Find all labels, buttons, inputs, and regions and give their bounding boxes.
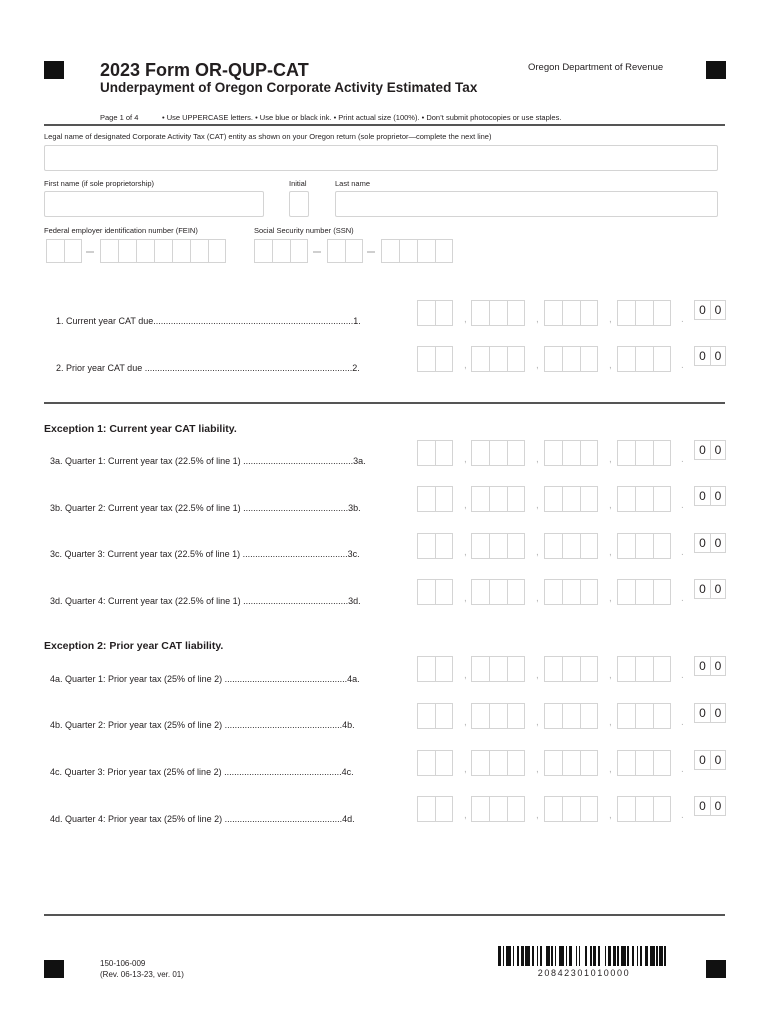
thousands-separator: , [609,454,612,465]
decimal-point: . [681,454,684,465]
thousands-separator: , [464,670,467,681]
thousands-separator: , [609,593,612,604]
line-3b-label: 3b. Quarter 2: Current year tax (22.5% of line 1) ..........................................3b. [50,503,361,513]
cents-field: 0 0 [694,440,726,460]
line-4a-amount[interactable] [417,656,725,682]
registration-mark-bottom-left [44,960,64,978]
form-instructions: • Use UPPERCASE letters. • Use blue or black ink. • Print actual size (100%). • Don’t submit photocopies or use staples. [162,113,562,122]
decimal-point: . [681,670,684,681]
line-2-label: 2. Prior year CAT due ...................................................................................2. [56,363,360,373]
amount-digit-group[interactable] [471,656,525,682]
amount-digit-group[interactable] [617,533,671,559]
amount-digit-group[interactable] [471,750,525,776]
line-3a-amount[interactable] [417,440,725,466]
line-4b-label: 4b. Quarter 2: Prior year tax (25% of line 2) ...............................................4b. [50,720,355,730]
amount-digit-group[interactable] [617,796,671,822]
thousands-separator: , [609,810,612,821]
barcode [498,946,670,966]
amount-digit-group[interactable] [471,796,525,822]
decimal-point: . [681,500,684,511]
thousands-separator: , [609,670,612,681]
thousands-separator: , [536,764,539,775]
cents-field: 0 0 [694,703,726,723]
amount-digit-group[interactable] [617,300,671,326]
cents-field: 0 0 [694,796,726,816]
amount-digit-group[interactable] [617,750,671,776]
line-3d-label: 3d. Quarter 4: Current year tax (22.5% of line 1) ..........................................3d. [50,596,361,606]
amount-digit-group[interactable] [544,486,598,512]
thousands-separator: , [536,547,539,558]
thousands-separator: , [464,810,467,821]
last-name-label: Last name [335,179,371,188]
thousands-separator: , [536,314,539,325]
amount-digit-group[interactable] [417,346,453,372]
thousands-separator: , [464,314,467,325]
form-revision: (Rev. 06-13-23, ver. 01) [100,970,184,979]
amount-digit-group[interactable] [417,750,453,776]
amount-digit-group[interactable] [417,796,453,822]
amount-digit-group[interactable] [544,750,598,776]
thousands-separator: , [609,717,612,728]
amount-digit-group[interactable] [417,579,453,605]
ssn-field-serial[interactable] [381,239,453,263]
line-3a-label: 3a. Quarter 1: Current year tax (22.5% of line 1) ............................................3a. [50,456,366,466]
exception-1-heading: Exception 1: Current year CAT liability. [44,423,237,435]
initial-label: Initial [289,179,307,188]
initial-field[interactable] [289,191,309,217]
thousands-separator: , [464,360,467,371]
amount-digit-group[interactable] [544,533,598,559]
ssn-field-group[interactable] [327,239,363,263]
line-4d-label: 4d. Quarter 4: Prior year tax (25% of line 2) ...............................................4d. [50,814,355,824]
thousands-separator: , [609,314,612,325]
decimal-point: . [681,717,684,728]
cents-field: 0 0 [694,579,726,599]
thousands-separator: , [536,810,539,821]
fein-label: Federal employer identification number (FEIN) [44,226,198,235]
thousands-separator: , [464,764,467,775]
cents-field: 0 0 [694,533,726,553]
thousands-separator: , [536,360,539,371]
line-3d-amount[interactable] [417,579,725,605]
amount-digit-group[interactable] [617,579,671,605]
amount-digit-group[interactable] [471,703,525,729]
thousands-separator: , [464,717,467,728]
decimal-point: . [681,547,684,558]
thousands-separator: , [609,764,612,775]
line-4a-label: 4a. Quarter 1: Prior year tax (25% of line 2) .................................................4a. [50,674,360,684]
line-4d-amount[interactable] [417,796,725,822]
amount-digit-group[interactable] [544,579,598,605]
amount-digit-group[interactable] [544,300,598,326]
barcode-number: 20842301010000 [537,968,631,978]
line-1-amount[interactable] [417,300,725,326]
page-number: Page 1 of 4 [100,113,139,122]
fein-dash [86,251,94,253]
section-divider-1 [44,402,725,404]
decimal-point: . [681,810,684,821]
first-name-field[interactable] [44,191,264,217]
amount-digit-group[interactable] [617,703,671,729]
thousands-separator: , [464,500,467,511]
thousands-separator: , [536,717,539,728]
registration-mark-top-right [706,61,726,79]
thousands-separator: , [609,360,612,371]
amount-digit-group[interactable] [544,656,598,682]
cents-field: 0 0 [694,346,726,366]
header-divider [44,124,725,126]
cents-field: 0 0 [694,750,726,770]
amount-digit-group[interactable] [471,440,525,466]
exception-2-heading: Exception 2: Prior year CAT liability. [44,640,224,652]
footer-divider [44,914,725,916]
thousands-separator: , [464,454,467,465]
thousands-separator: , [536,670,539,681]
thousands-separator: , [536,454,539,465]
amount-digit-group[interactable] [471,486,525,512]
ssn-field-area[interactable] [254,239,308,263]
amount-digit-group[interactable] [617,346,671,372]
agency-name: Oregon Department of Revenue [528,62,664,73]
first-name-label: First name (if sole proprietorship) [44,179,155,188]
registration-mark-bottom-right [706,960,726,978]
decimal-point: . [681,593,684,604]
line-3b-amount[interactable] [417,486,725,512]
line-4c-label: 4c. Quarter 3: Prior year tax (25% of line 2) ...............................................4c. [50,767,354,777]
thousands-separator: , [536,500,539,511]
amount-digit-group[interactable] [417,703,453,729]
form-number: 150-106-009 [100,959,146,968]
registration-mark-top-left [44,61,64,79]
cents-field: 0 0 [694,656,726,676]
fein-field-suffix[interactable] [100,239,226,263]
line-4c-amount[interactable] [417,750,725,776]
amount-digit-group[interactable] [471,346,525,372]
amount-digit-group[interactable] [471,579,525,605]
last-name-field[interactable] [335,191,718,217]
ssn-label: Social Security number (SSN) [254,226,354,235]
form-subtitle: Underpayment of Oregon Corporate Activity Estimated Tax [100,80,478,95]
amount-digit-group[interactable] [471,533,525,559]
ssn-dash-2 [367,251,375,253]
ssn-dash-1 [313,251,321,253]
amount-digit-group[interactable] [471,300,525,326]
line-1-label: 1. Current year CAT due................................................................................1. [56,316,361,326]
decimal-point: . [681,314,684,325]
cents-field: 0 0 [694,300,726,320]
amount-digit-group[interactable] [544,440,598,466]
thousands-separator: , [464,547,467,558]
amount-digit-group[interactable] [417,656,453,682]
amount-digit-group[interactable] [417,533,453,559]
amount-digit-group[interactable] [417,486,453,512]
thousands-separator: , [609,500,612,511]
line-2-amount[interactable] [417,346,725,372]
thousands-separator: , [464,593,467,604]
amount-digit-group[interactable] [417,300,453,326]
form-title: 2023 Form OR-QUP-CAT [100,60,309,80]
decimal-point: . [681,764,684,775]
fein-field-prefix[interactable] [46,239,82,263]
amount-digit-group[interactable] [544,796,598,822]
amount-digit-group[interactable] [617,656,671,682]
line-4b-amount[interactable] [417,703,725,729]
thousands-separator: , [609,547,612,558]
thousands-separator: , [536,593,539,604]
legal-name-field[interactable] [44,145,718,171]
amount-digit-group[interactable] [544,346,598,372]
decimal-point: . [681,360,684,371]
amount-digit-group[interactable] [617,440,671,466]
cents-field: 0 0 [694,486,726,506]
amount-digit-group[interactable] [617,486,671,512]
line-3c-label: 3c. Quarter 3: Current year tax (22.5% of line 1) ..........................................3c. [50,549,360,559]
legal-name-label: Legal name of designated Corporate Activity Tax (CAT) entity as shown on your Oregon return (sole proprietor—complete the next line) [44,132,492,141]
amount-digit-group[interactable] [417,440,453,466]
line-3c-amount[interactable] [417,533,725,559]
amount-digit-group[interactable] [544,703,598,729]
